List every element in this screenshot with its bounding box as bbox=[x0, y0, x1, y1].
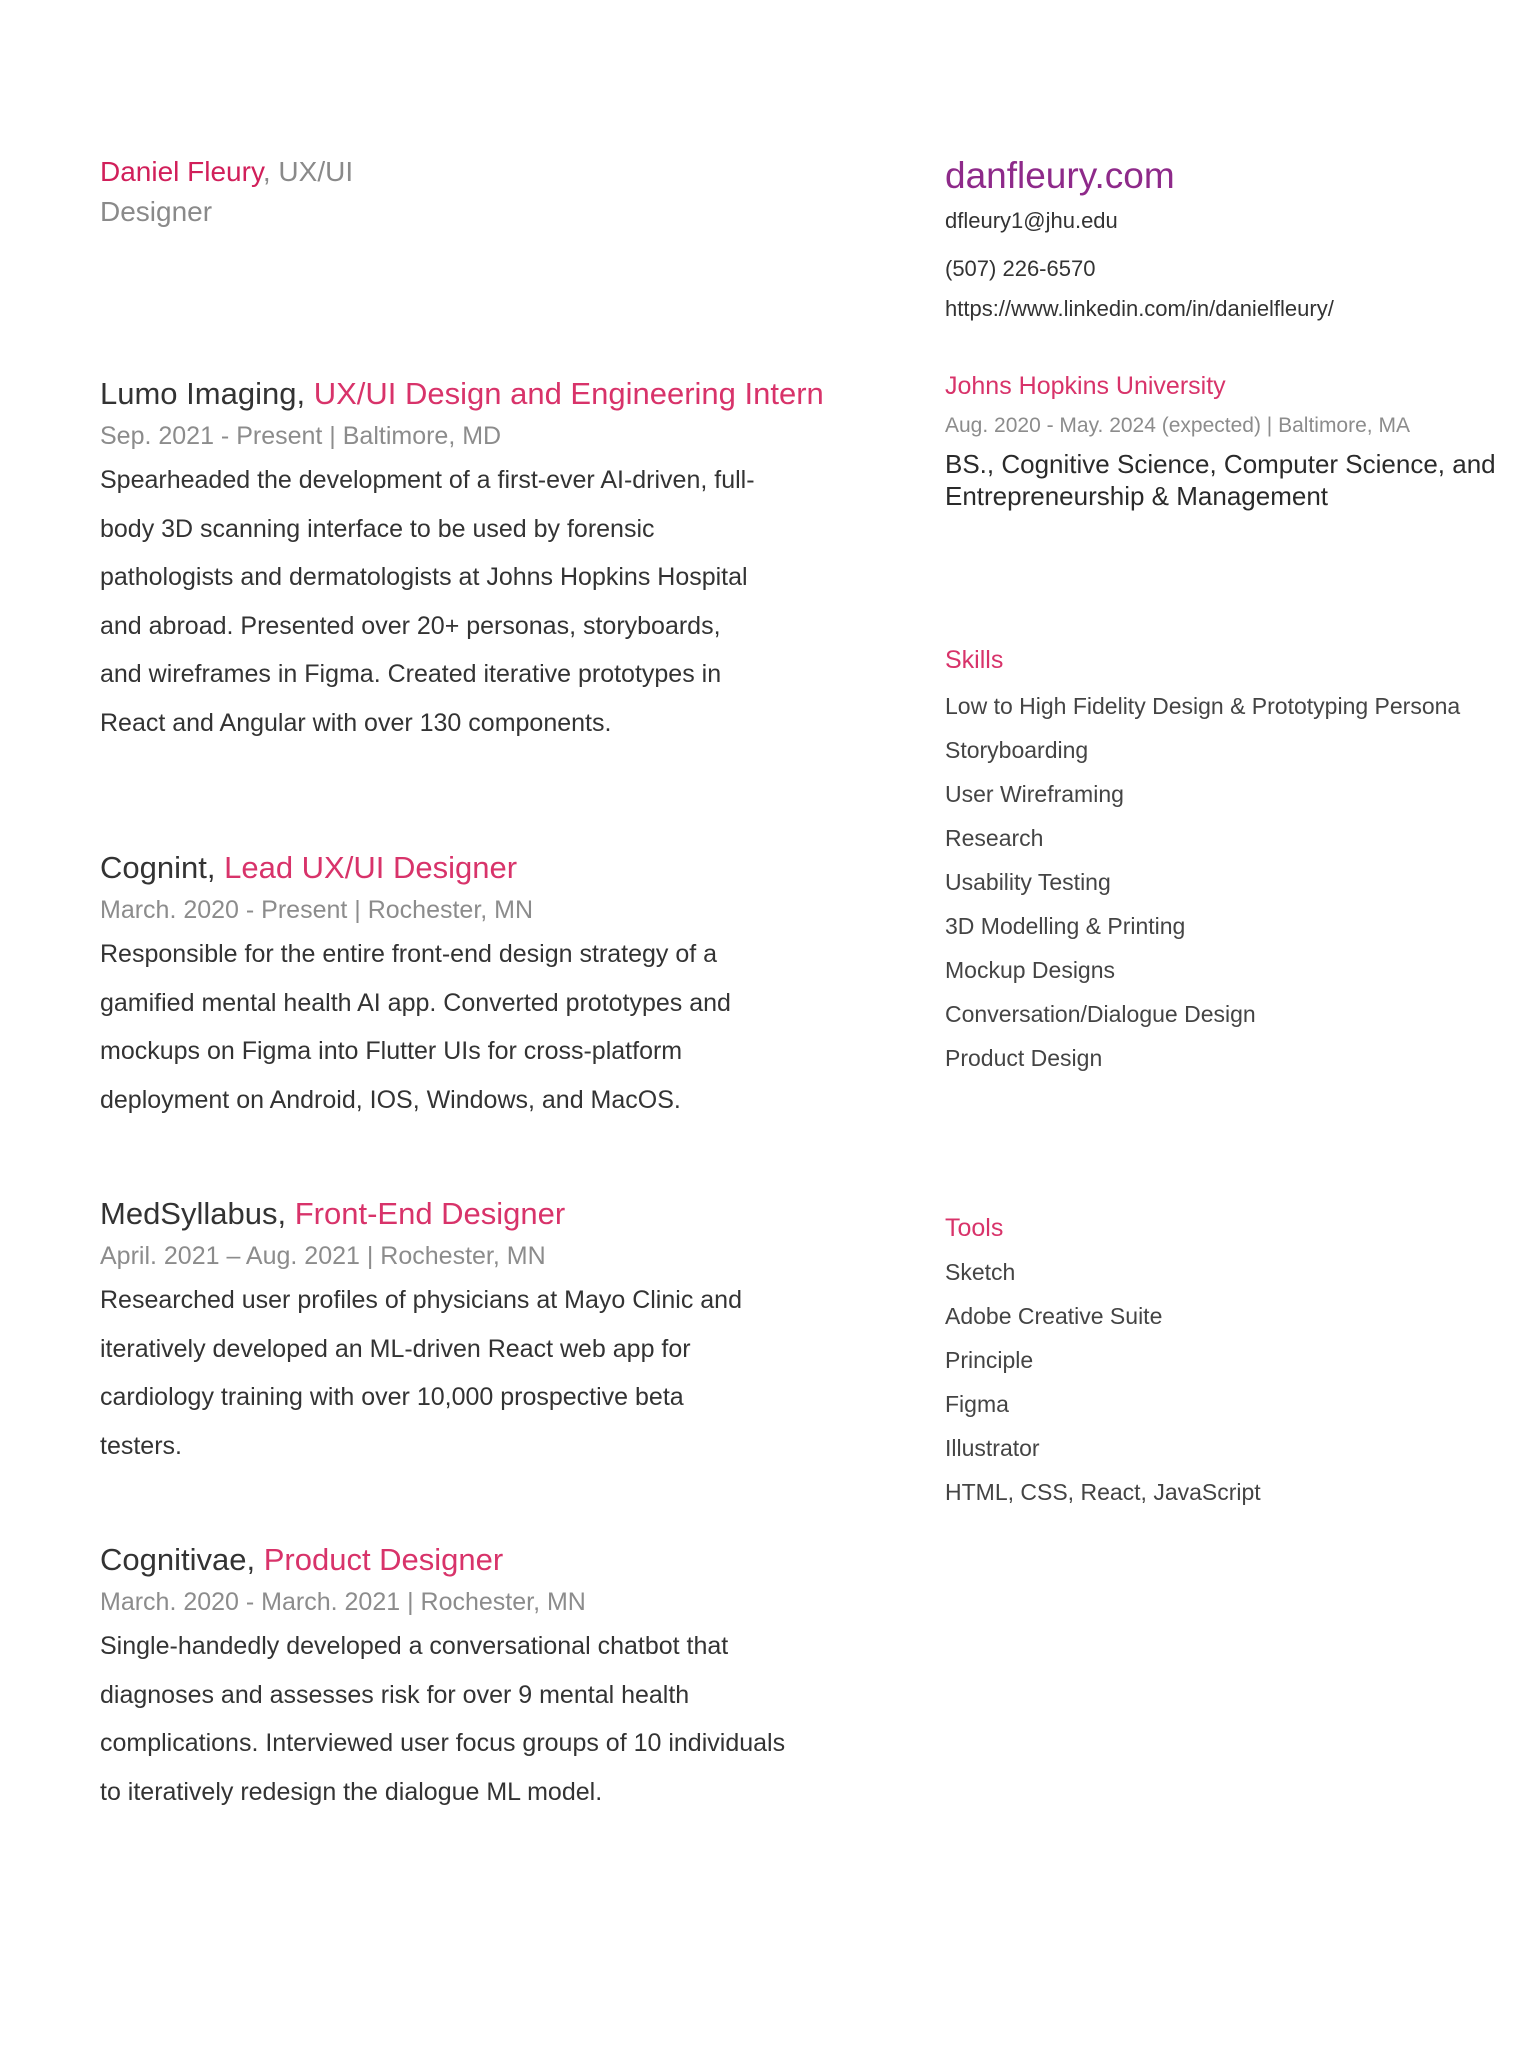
experience-entry bbox=[100, 846, 820, 1124]
tool-item: Illustrator bbox=[945, 1435, 1040, 1461]
description-line: to iteratively redesign the dialogue ML model. bbox=[100, 1777, 603, 1806]
description-line: and abroad. Presented over 20+ personas, storyboards, bbox=[100, 611, 721, 640]
job-dates-location: April. 2021 – Aug. 2021 | Rochester, MN bbox=[100, 1242, 546, 1270]
experience-title bbox=[100, 1538, 820, 1582]
skill-item: Research bbox=[945, 825, 1044, 851]
job-description bbox=[100, 930, 820, 1124]
skill-item: Storyboarding bbox=[945, 737, 1089, 763]
description-line: complications. Interviewed user focus groups of 10 individuals bbox=[100, 1729, 786, 1757]
job-role: Lead UX/UI Designer bbox=[224, 850, 518, 885]
skill-item: User Wireframing bbox=[945, 781, 1124, 807]
company-name: Lumo Imaging, bbox=[100, 376, 306, 411]
description-line: and wireframes in Figma. Created iterative prototypes in bbox=[100, 660, 722, 688]
description-line: Researched user profiles of physicians at Mayo Clinic and bbox=[100, 1286, 742, 1314]
candidate-title-part1: , UX/UI bbox=[262, 156, 354, 187]
company-name: Cognint, bbox=[100, 850, 216, 885]
tool-item: HTML, CSS, React, JavaScript bbox=[945, 1479, 1261, 1505]
experience-entry bbox=[100, 1538, 820, 1816]
description-line: Spearheaded the development of a first-ever AI-driven, full- bbox=[100, 466, 755, 494]
job-dates-location: March. 2020 - Present | Rochester, MN bbox=[100, 896, 534, 924]
email-text: dfleury1@jhu.edu bbox=[945, 208, 1118, 233]
skills-heading: Skills bbox=[945, 646, 1004, 674]
description-line: diagnoses and assesses risk for over 9 mental health bbox=[100, 1680, 690, 1709]
job-description bbox=[100, 1276, 820, 1470]
description-line: deployment on Android, IOS, Windows, and MacOS. bbox=[100, 1085, 681, 1114]
description-line: gamified mental health AI app. Converted prototypes and bbox=[100, 988, 731, 1017]
skill-item: 3D Modelling & Printing bbox=[945, 913, 1186, 939]
description-line: iteratively developed an ML-driven React web app for bbox=[100, 1334, 691, 1363]
description-line: Single-handedly developed a conversational chatbot that bbox=[100, 1632, 729, 1660]
description-line: pathologists and dermatologists at Johns Hopkins Hospital bbox=[100, 563, 748, 591]
linkedin-text: https://www.linkedin.com/in/danielfleury/ bbox=[945, 296, 1334, 321]
tool-item: Principle bbox=[945, 1347, 1034, 1373]
education-dates-location: Aug. 2020 - May. 2024 (expected) | Baltimore, MA bbox=[945, 414, 1410, 437]
description-line: body 3D scanning interface to be used by forensic bbox=[100, 514, 655, 543]
job-role: Front-End Designer bbox=[294, 1196, 566, 1231]
job-role: UX/UI Design and Engineering Intern bbox=[313, 376, 824, 411]
skill-item: Conversation/Dialogue Design bbox=[945, 1001, 1256, 1027]
skill-item: Mockup Designs bbox=[945, 957, 1116, 983]
description-line: testers. bbox=[100, 1431, 182, 1460]
job-dates-location: Sep. 2021 - Present | Baltimore, MD bbox=[100, 422, 502, 450]
tool-item: Sketch bbox=[945, 1259, 1016, 1285]
experience-title bbox=[100, 1192, 820, 1236]
description-line: mockups on Figma into Flutter UIs for cross-platform bbox=[100, 1037, 683, 1065]
description-line: React and Angular with over 130 components. bbox=[100, 708, 612, 737]
resume-header bbox=[100, 152, 420, 232]
tools-list bbox=[945, 1250, 1261, 1514]
candidate-title-part2: Designer bbox=[100, 196, 213, 227]
description-line: cardiology training with over 10,000 prospective beta bbox=[100, 1383, 684, 1411]
experience-entry bbox=[100, 1192, 820, 1470]
job-description bbox=[100, 456, 820, 747]
education-school: Johns Hopkins University bbox=[945, 372, 1226, 400]
tools-heading: Tools bbox=[945, 1214, 1004, 1242]
skills-list bbox=[945, 684, 1460, 1080]
company-name: Cognitivae, bbox=[100, 1542, 256, 1577]
skill-item: Product Design bbox=[945, 1045, 1103, 1071]
tool-item: Figma bbox=[945, 1391, 1009, 1417]
company-name: MedSyllabus, bbox=[100, 1196, 287, 1231]
experience-title bbox=[100, 846, 820, 890]
job-dates-location: March. 2020 - March. 2021 | Rochester, MN bbox=[100, 1588, 586, 1616]
description-line: Responsible for the entire front-end design strategy of a bbox=[100, 940, 718, 968]
education-degree: BS., Cognitive Science, Computer Science, and Entrepreneurship & Management bbox=[945, 449, 1496, 511]
phone-text: (507) 226-6570 bbox=[945, 256, 1096, 281]
experience-title bbox=[100, 372, 824, 416]
skill-item: Low to High Fidelity Design & Prototyping Persona bbox=[945, 693, 1461, 719]
candidate-name: Daniel Fleury bbox=[100, 156, 263, 187]
skill-item: Usability Testing bbox=[945, 869, 1111, 895]
job-role: Product Designer bbox=[263, 1542, 504, 1577]
job-description bbox=[100, 1622, 820, 1816]
experience-entry bbox=[100, 372, 824, 747]
website-link[interactable]: danfleury.com bbox=[945, 155, 1175, 196]
tool-item: Adobe Creative Suite bbox=[945, 1303, 1163, 1329]
